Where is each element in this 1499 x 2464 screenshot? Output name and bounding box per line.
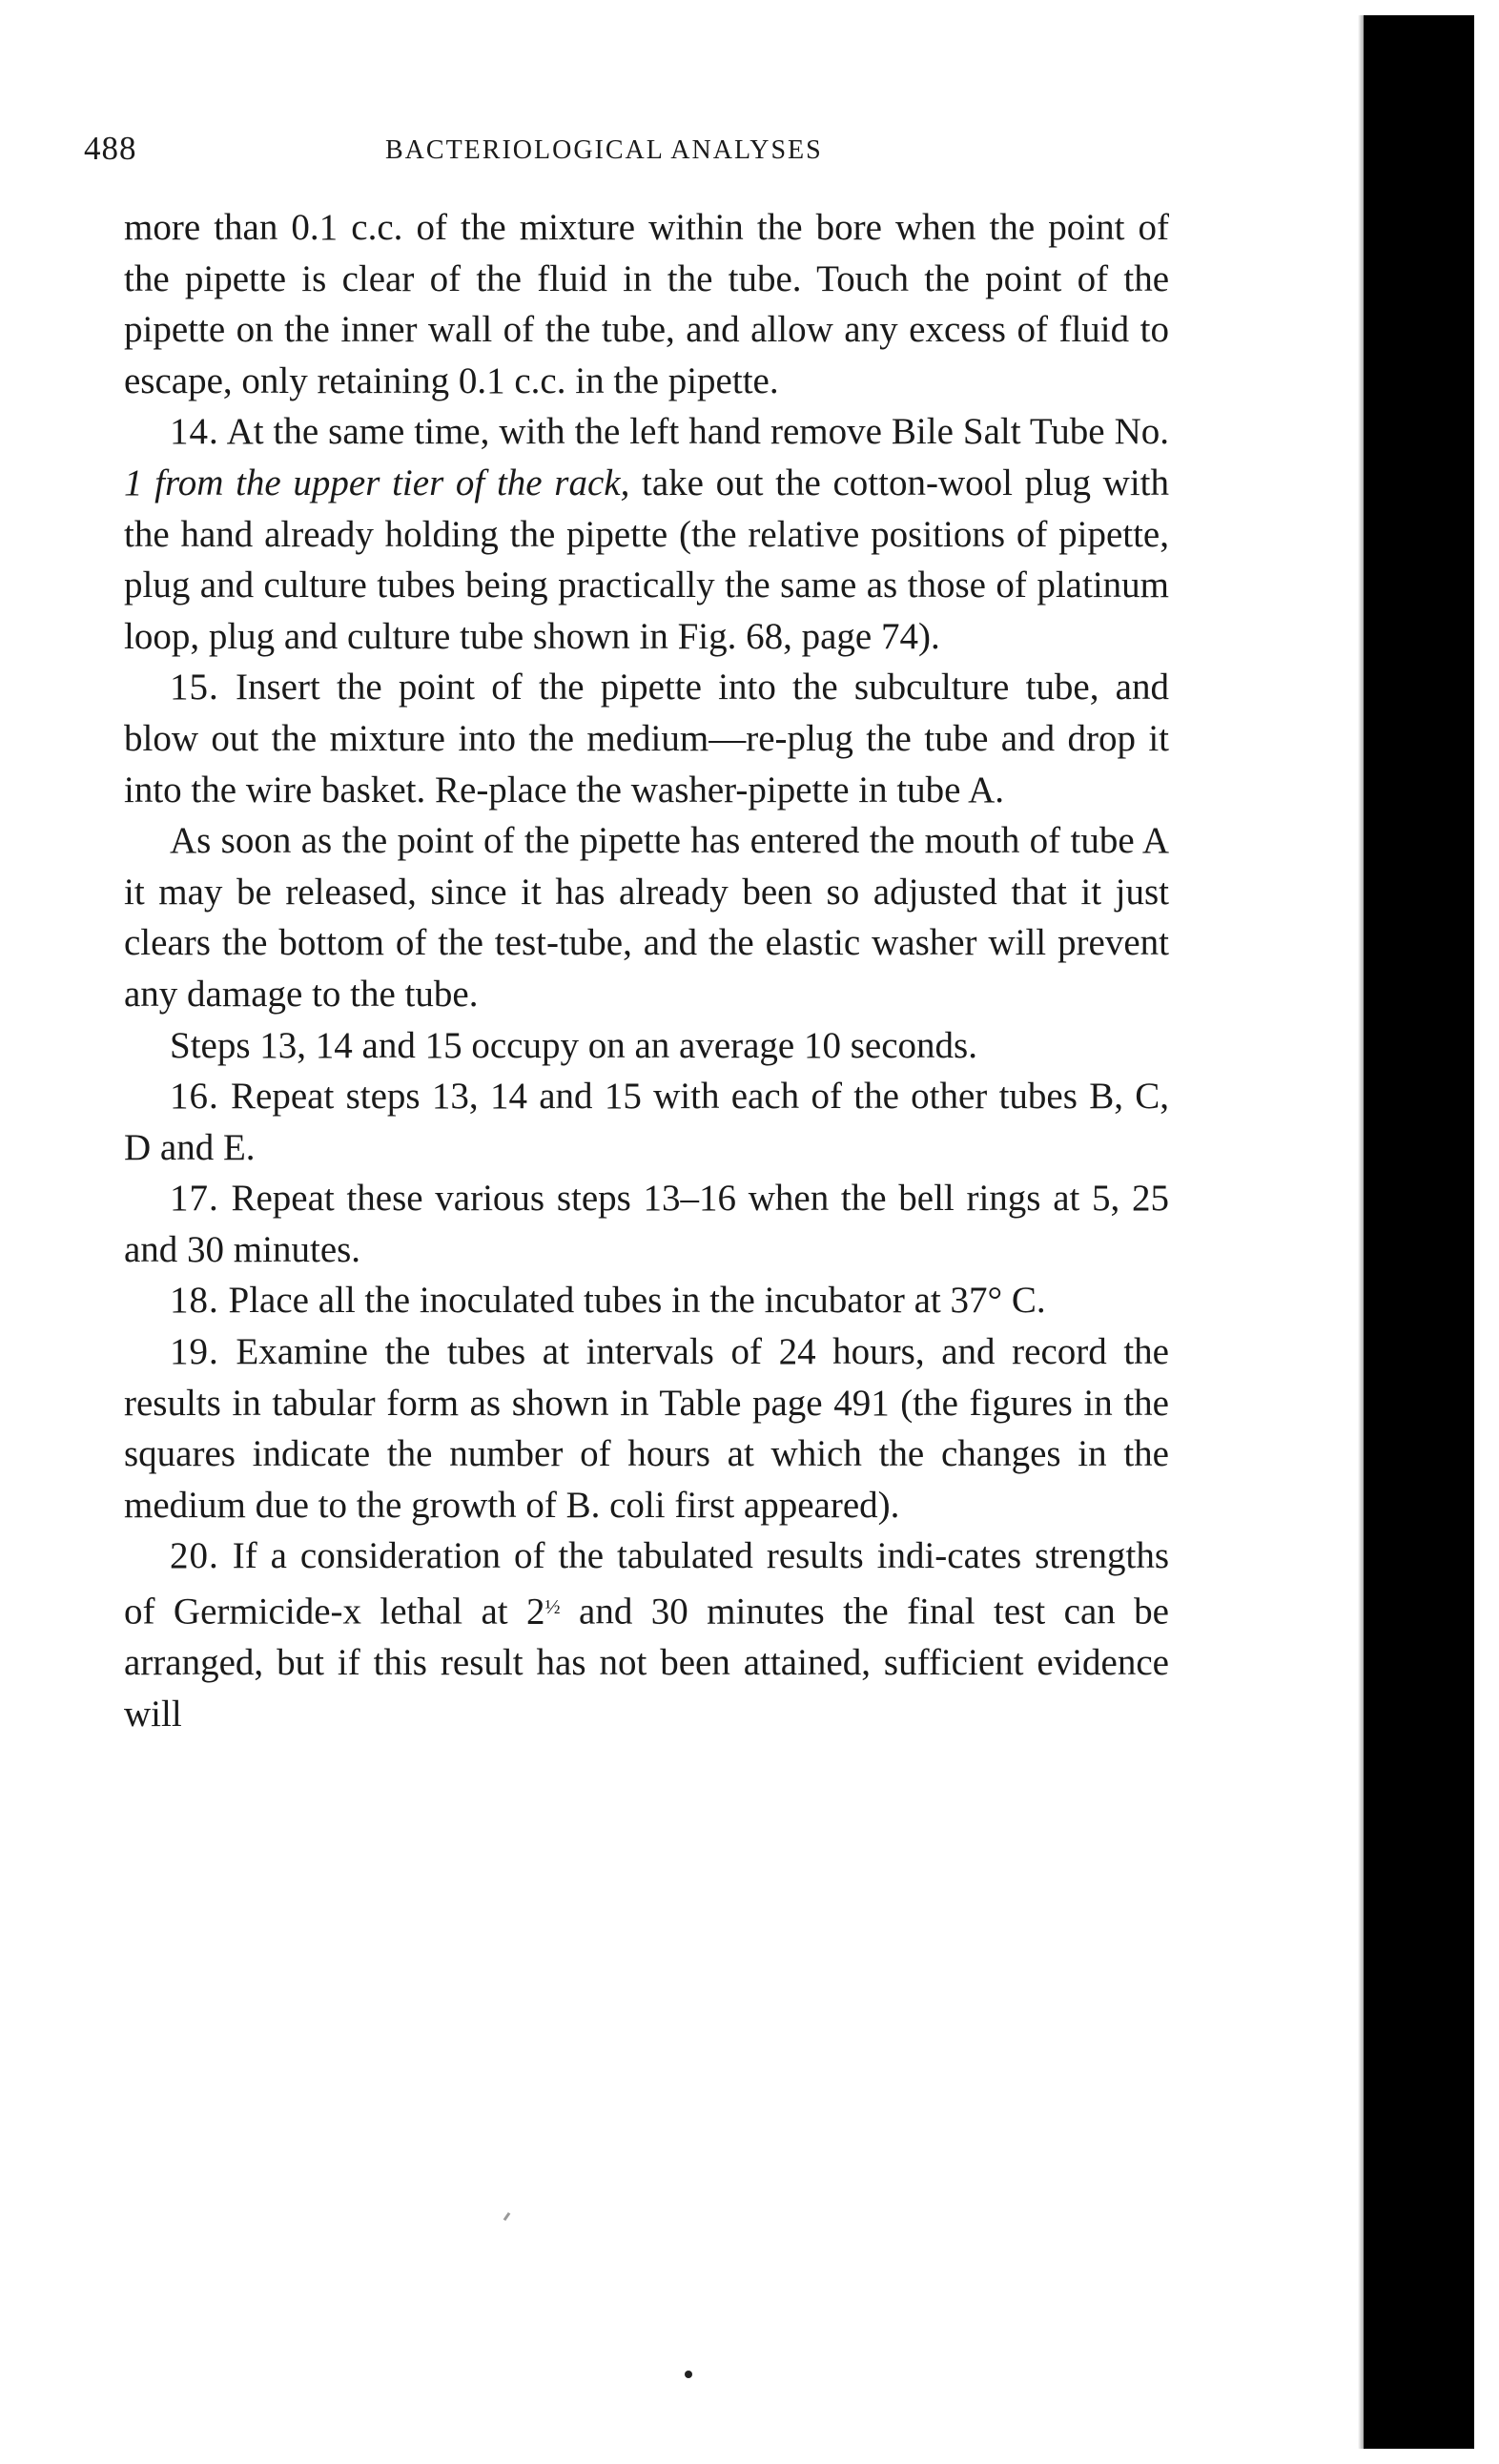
paragraph-step-15 [124, 662, 1169, 815]
paragraph-continuation: more than 0.1 c.c. of the mixture within the bore when the point of the pipette is clear of the fluid in the tube. Touch the point of the pipette on the inner wall of the tube, and allow any excess of fluid to escape, only retaining 0.1 c.c. in the pipette. [124, 207, 1169, 401]
step-text: and 30 minutes the final test can be arranged, but if this result has not been attained, sufficient evidence will [124, 1591, 1169, 1735]
step-number: 16. [170, 1076, 219, 1118]
step-number: 14. [170, 411, 219, 453]
step-number: 20. [170, 1535, 219, 1577]
paragraph-step-18 [124, 1275, 1169, 1326]
paragraph-step-14 [124, 406, 1169, 662]
step-text: Repeat steps 13, 14 and 15 with each of the other tubes B, C, D and E. [124, 1076, 1170, 1168]
paragraph-release-note: As soon as the point of the pipette has entered the mouth of tube A it may be released, since it has already been so adjusted that it just clears the bottom of the test-tube, and the elastic washer will prevent any damage to the tube. [124, 820, 1169, 1015]
step-text: Place all the inoculated tubes in the incubator at 37° C. [228, 1280, 1046, 1322]
step-number: 19. [170, 1331, 219, 1373]
paragraph-step-20 [124, 1530, 1169, 1739]
paragraph-step-19 [124, 1326, 1169, 1530]
step-text: Examine the tubes at intervals of 24 hours, and record the results in tabular form as shown in Table page 491 (the figures in the squares indicate the number of hours at which the changes in the medium due to the growth of B. coli first appeared). [124, 1331, 1169, 1526]
step-text-italic: 1 from the upper tier of the rack, [124, 462, 630, 503]
step-text: At the same time, with the left hand remove Bile Salt Tube No. [226, 411, 1169, 453]
step-number: 17. [170, 1178, 219, 1220]
step-text: Repeat these various steps 13–16 when the bell rings at 5, 25 and 30 minutes. [124, 1178, 1170, 1270]
paragraph-step-16 [124, 1071, 1169, 1173]
paragraph-step-17 [124, 1173, 1169, 1275]
step-number: 18. [170, 1280, 219, 1322]
paragraph-timing-note: Steps 13, 14 and 15 occupy on an average 10 seconds. [170, 1024, 977, 1066]
step-text: Insert the point of the pipette into the subculture tube, and blow out the mixture into the medium—re-plug the tube and drop it into the wire basket. Re-place the washer-pipette in tube A. [124, 667, 1169, 811]
page-number: 488 [84, 130, 137, 167]
step-text: If a consideration of the tabulated results indi-cates strengths of Germicide-x lethal at 2 [124, 1535, 1170, 1632]
step-number: 15. [170, 667, 219, 708]
body-text [124, 202, 1169, 1740]
page-binding-edge [1364, 15, 1474, 2449]
running-head: BACTERIOLOGICAL ANALYSES [385, 135, 823, 165]
paper-speck [503, 2212, 511, 2221]
step-text: take out the cotton-wool plug with the hand already holding the pipette (the relative positions of pipette, plug and culture tubes being practically the same as those of platinum loop, plug and culture tube shown in Fig. 68, page 74). [124, 462, 1169, 657]
ink-dot [685, 2371, 692, 2378]
fraction-half: ½ [544, 1595, 561, 1619]
